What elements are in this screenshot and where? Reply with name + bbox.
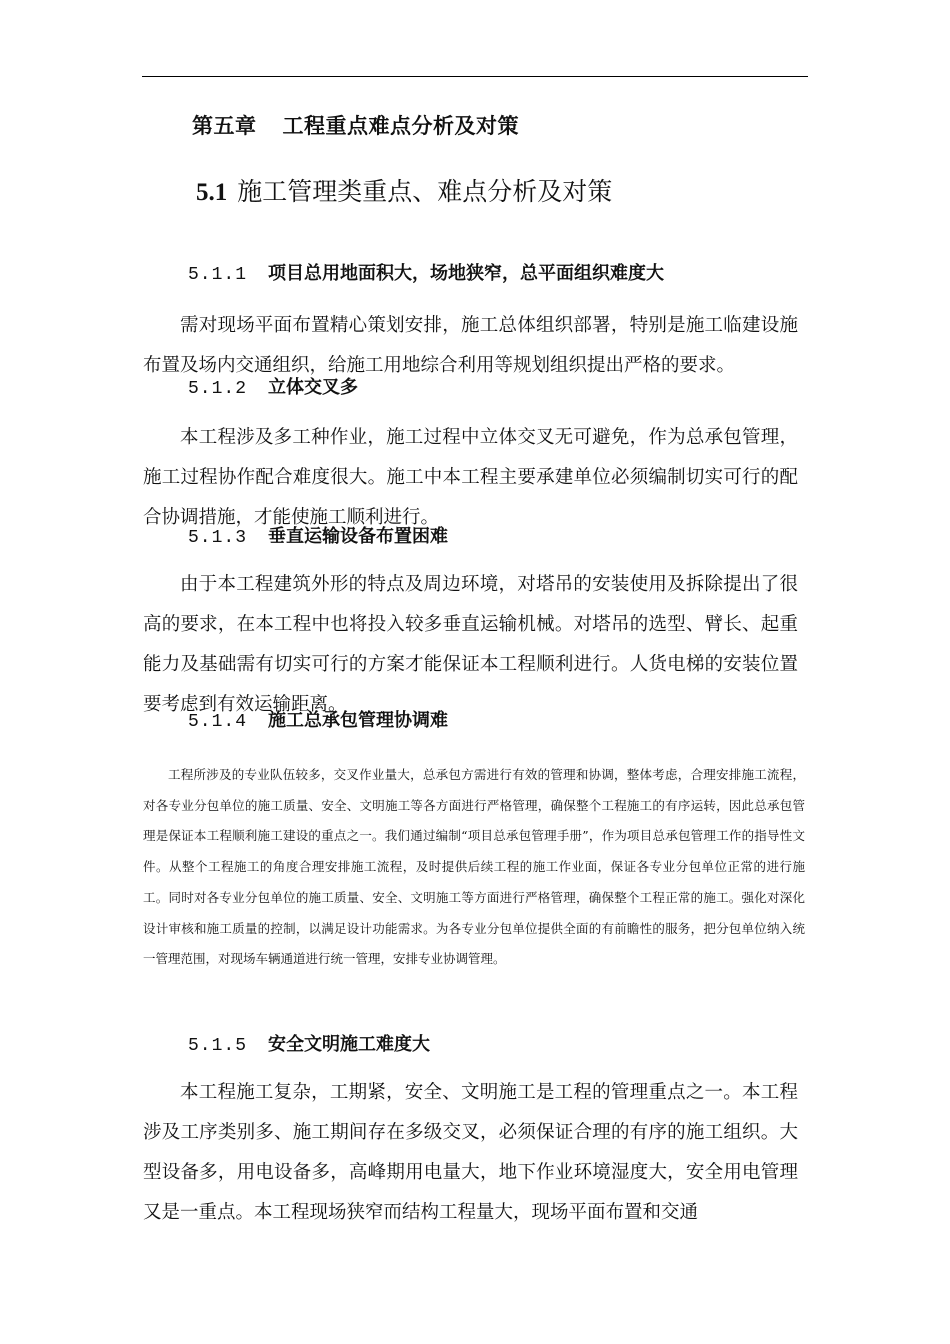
subsection-title: 安全文明施工难度大 (268, 1034, 430, 1055)
subsection-body-5: 本工程施工复杂，工期紧，安全、文明施工是工程的管理重点之一。本工程涉及工序类别多、施工期间存在多级交叉，必须保证合理的有序的施工组织。大型设备多，用电设备多，高峰期用电量大，地下作业环境湿度大，安全用电管理又是一重点。本工程现场狭窄而结构工程量大，现场平面布置和交通 (143, 1082, 798, 1223)
subsection-body-1: 需对现场平面布置精心策划安排，施工总体组织部署，特别是施工临建设施布置及场内交通组织，给施工用地综合利用等规划组织提出严格的要求。 (143, 315, 798, 376)
section-number: 5.1 (196, 179, 228, 206)
chapter-title: 工程重点难点分析及对策 (282, 114, 519, 138)
subsection-heading-2 (188, 373, 358, 399)
subsection-number: 5.1.4 (188, 712, 248, 732)
subsection-body-3: 由于本工程建筑外形的特点及周边环境，对塔吊的安装使用及拆除提出了很高的要求，在本工程中也将投入较多垂直运输机械。对塔吊的选型、臂长、起重能力及基础需有切实可行的方案才能保证本工程顺利进行。人货电梯的安装位置要考虑到有效运输距离。 (143, 574, 798, 715)
subsection-heading-5 (188, 1030, 430, 1056)
subsection-number: 5.1.1 (188, 265, 248, 285)
subsection-number: 5.1.2 (188, 379, 248, 399)
chapter-number: 第五章 (192, 114, 257, 138)
subsection-title: 立体交叉多 (268, 377, 358, 398)
subsection-number: 5.1.5 (188, 1036, 248, 1056)
subsection-number: 5.1.3 (188, 528, 248, 548)
chapter-heading (192, 110, 519, 140)
subsection-title: 项目总用地面积大，场地狭窄，总平面组织难度大 (268, 263, 664, 284)
section-title: 施工管理类重点、难点分析及对策 (237, 177, 613, 206)
section-heading (196, 172, 612, 208)
subsection-heading-3 (188, 522, 448, 548)
subsection-heading-1 (188, 259, 664, 285)
subsection-body-2: 本工程涉及多工种作业，施工过程中立体交叉无可避免，作为总承包管理，施工过程协作配合难度很大。施工中本工程主要承建单位必须编制切实可行的配合协调措施，才能使施工顺利进行。 (143, 427, 798, 528)
subsection-title: 施工总承包管理协调难 (268, 710, 448, 731)
subsection-body-4: 工程所涉及的专业队伍较多，交叉作业量大，总承包方需进行有效的管理和协调，整体考虑，合理安排施工流程，对各专业分包单位的施工质量、安全、文明施工等各方面进行严格管理，确保整个工程施工的有序运转，因此总承包管理是保证本工程顺利施工建设的重点之一。我们通过编制“项目总承包管理手册”，作为项目总承包管理工作的指导性文件。从整个工程施工的角度合理安排施工流程，及时提供后续工程的施工作业面，保证各专业分包单位正常的进行施工。同时对各专业分包单位的施工质量、安全、文明施工等方面进行严格管理，确保整个工程正常的施工。强化对深化设计审核和施工质量的控制，以满足设计功能需求。为各专业分包单位提供全面的有前瞻性的服务，把分包单位纳入统一管理范围，对现场车辆通道进行统一管理，安排专业协调管理。 (143, 767, 805, 967)
subsection-title: 垂直运输设备布置困难 (268, 526, 448, 547)
subsection-heading-4 (188, 706, 448, 732)
header-rule (142, 76, 808, 77)
